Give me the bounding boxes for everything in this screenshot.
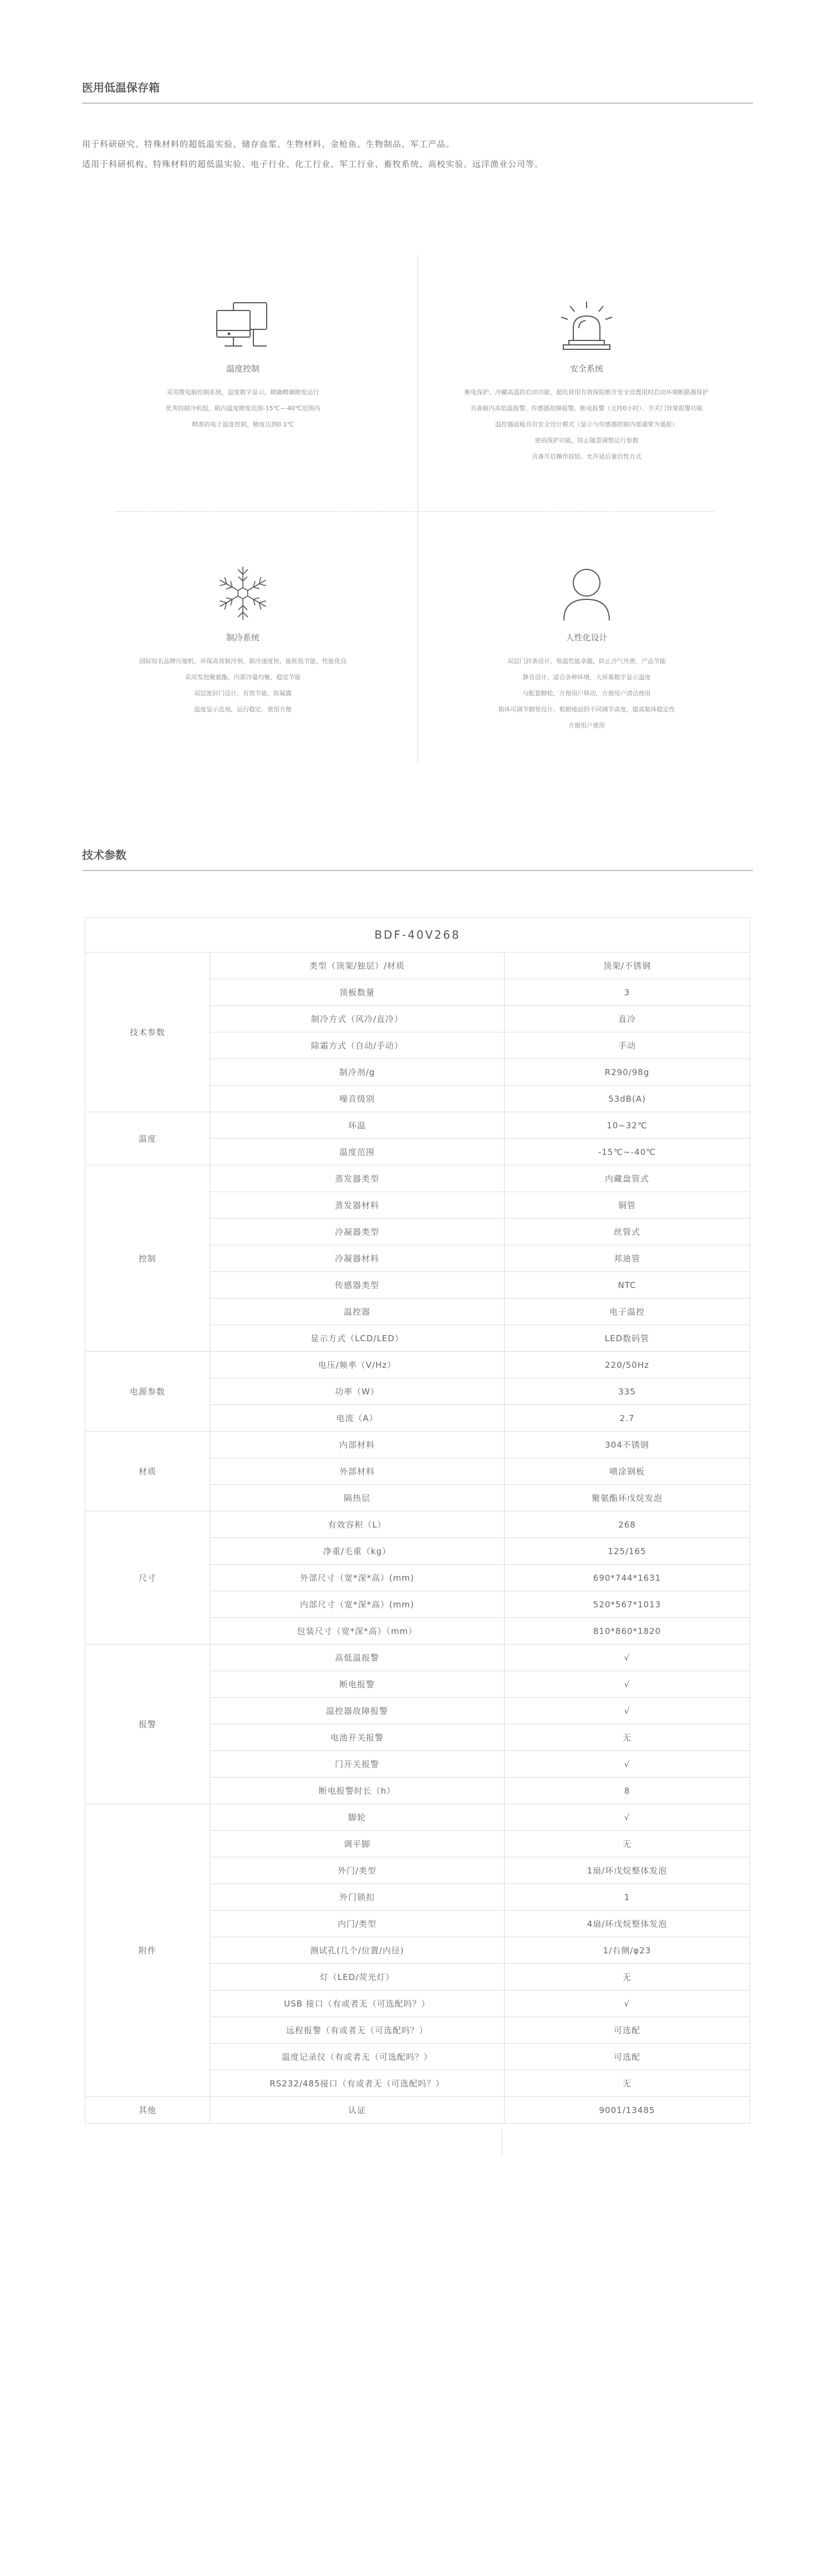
feature-line: 双层门封条设计，保温性能卓越，防止冷气外泄，产品节能 (507, 658, 666, 665)
grid-horizontal-divider (115, 511, 714, 512)
spec-category-cell: 技术参数 (85, 953, 210, 1112)
feature-human-design (431, 563, 742, 734)
spec-value-cell: 520*567*1013 (505, 1591, 750, 1618)
spec-value-cell: 268 (505, 1511, 750, 1538)
spec-label-cell: 电流（A） (210, 1405, 505, 1432)
product-section-title: 医用低温保存箱 (82, 79, 753, 104)
spec-value-cell: 8 (505, 1778, 750, 1804)
spec-category-cell: 温度 (85, 1112, 210, 1165)
spec-value-cell: 无 (505, 2070, 750, 2097)
spec-label-cell: 内门/类型 (210, 1911, 505, 1937)
spec-label-cell: 断电报警时长（h） (210, 1778, 505, 1804)
feature-line: 精准的电子温度控制，精度达到0.1℃ (192, 421, 294, 428)
spec-value-cell: 1扇/环戊烷整体发泡 (505, 1857, 750, 1884)
spec-label-cell: 制冷剂/g (210, 1059, 505, 1086)
spec-label-cell: 制冷方式（风冷/直冷） (210, 1006, 505, 1032)
spec-label-cell: 除霜方式（自动/手动） (210, 1032, 505, 1059)
spec-label-cell: 蒸发器类型 (210, 1165, 505, 1192)
spec-value-cell: 53dB(A) (505, 1086, 750, 1112)
feature-line: 方便用户使用 (568, 722, 605, 729)
feature-title: 人性化设计 (566, 633, 608, 643)
spec-value-cell: 4扇/环戊烷整体发泡 (505, 1911, 750, 1937)
grid-vertical-divider (417, 255, 418, 765)
feature-line: 优秀的制冷机组，箱内温度精度范围-15℃~-40℃范围内 (165, 405, 320, 412)
spec-value-cell: 无 (505, 1964, 750, 1990)
spec-label-cell: 净重/毛重（kg） (210, 1538, 505, 1565)
user-silhouette-icon (556, 563, 617, 624)
spec-label-cell: 噪音级别 (210, 1086, 505, 1112)
intro-line-2: 适用于科研机构、特殊材料的超低温实验、电子行业、化工行业、军工行业、畜牧系统、高校实验、远洋渔业公司等。 (82, 159, 544, 169)
spec-label-cell: 外门/类型 (210, 1857, 505, 1884)
spec-row (85, 1804, 750, 1831)
spec-table (85, 917, 750, 2124)
spec-label-cell: 顶板数量 (210, 979, 505, 1006)
spec-row (85, 1432, 750, 1458)
spec-model-name: BDF-40V268 (85, 918, 750, 953)
spec-label-cell: 电池开关报警 (210, 1724, 505, 1751)
spec-value-cell: √ (505, 1804, 750, 1831)
spec-row (85, 1112, 750, 1139)
spec-value-cell: 9001/13485 (505, 2097, 750, 2124)
spec-label-cell: 传感器类型 (210, 1272, 505, 1299)
spec-value-cell: 电子温控 (505, 1299, 750, 1325)
spec-label-cell: 灯（LED/荧光灯） (210, 1964, 505, 1990)
spec-label-cell: 外部尺寸（宽*深*高）(mm) (210, 1565, 505, 1591)
spec-label-cell: 内部材料 (210, 1432, 505, 1458)
spec-label-cell: 内部尺寸（宽*深*高）(mm) (210, 1591, 505, 1618)
spec-label-cell: 测试孔(几个/位置/内径) (210, 1937, 505, 1964)
spec-value-cell: 手动 (505, 1032, 750, 1059)
spec-label-cell: 冷凝器材料 (210, 1245, 505, 1272)
spec-value-cell: 喷涂钢板 (505, 1458, 750, 1485)
feature-line: 温度显示直观，运行稳定，使用方便 (194, 706, 292, 713)
spec-value-cell: 内藏盘管式 (505, 1165, 750, 1192)
feature-line: 具备箱内高低温报警、传感器故障报警、断电报警（支持0小时）、开关门异常报警功能 (470, 405, 703, 412)
spec-row (85, 1165, 750, 1192)
feature-description (88, 653, 398, 717)
spec-category-cell: 电源参数 (85, 1352, 210, 1432)
alarm-siren-icon (553, 299, 620, 355)
spec-value-cell: 335 (505, 1378, 750, 1405)
spec-label-cell: 外门锁扣 (210, 1884, 505, 1911)
intro-text (82, 134, 758, 174)
spec-value-cell: √ (505, 1645, 750, 1671)
feature-title: 制冷系统 (226, 633, 259, 643)
feature-line: 温控器面板具有安全设计模式（显示与传感器控制内部通常为通报） (495, 421, 678, 428)
spec-label-cell: 温控器故障报警 (210, 1698, 505, 1724)
spec-value-cell: R290/98g (505, 1059, 750, 1086)
spec-label-cell: 外部材料 (210, 1458, 505, 1485)
spec-value-cell: NTC (505, 1272, 750, 1299)
spec-row (85, 1511, 750, 1538)
spec-value-cell: 220/50Hz (505, 1352, 750, 1378)
feature-line: 与配套脚轮，方便用户移动，方便用户清洁使用 (522, 690, 651, 697)
feature-title: 温度控制 (226, 364, 259, 374)
spec-label-cell: 温控器 (210, 1299, 505, 1325)
spec-value-cell: 可选配 (505, 2044, 750, 2070)
spec-label-cell: 包装尺寸（宽*深*高）（mm） (210, 1618, 505, 1645)
spec-table-container (85, 917, 750, 2124)
feature-line: 采用发泡聚氨酯，内部冷量均衡，稳定节能 (185, 674, 301, 681)
spec-table-header-row (85, 918, 750, 953)
spec-value-cell: 铜管 (505, 1192, 750, 1219)
spec-value-cell: 1 (505, 1884, 750, 1911)
feature-temperature-control (88, 299, 398, 432)
spec-label-cell: 功率（W） (210, 1378, 505, 1405)
spec-category-cell: 材质 (85, 1432, 210, 1511)
spec-label-cell: 隔热层 (210, 1485, 505, 1511)
spec-value-cell: -15℃~-40℃ (505, 1139, 750, 1165)
feature-grid (82, 244, 753, 776)
spec-label-cell: 脚轮 (210, 1804, 505, 1831)
spec-label-cell: 门开关报警 (210, 1751, 505, 1778)
feature-description (88, 384, 398, 432)
spec-value-cell: 丝管式 (505, 1219, 750, 1245)
spec-value-cell: 810*860*1820 (505, 1618, 750, 1645)
spec-value-cell: 10~32℃ (505, 1112, 750, 1139)
spec-value-cell: 125/165 (505, 1538, 750, 1565)
feature-line: 断电保护、冷藏高温的启动功能、超负荷用有效保险断开安全设置用时启动环境断路器保护 (465, 389, 709, 396)
spec-value-cell: 304不锈钢 (505, 1432, 750, 1458)
spec-row (85, 1645, 750, 1671)
spec-category-cell: 尺寸 (85, 1511, 210, 1645)
spec-label-cell: 有效容积（L） (210, 1511, 505, 1538)
spec-label-cell: 电压/频率（V/Hz） (210, 1352, 505, 1378)
spec-category-cell: 报警 (85, 1645, 210, 1804)
feature-line: 静音设计，适合各种环境，大屏幕数字显示温度 (522, 674, 651, 681)
feature-refrigeration-system (88, 563, 398, 717)
spec-value-cell: √ (505, 1990, 750, 2017)
spec-value-cell: 直冷 (505, 1006, 750, 1032)
spec-label-cell: USB 接口（有或者无（可选配吗？） (210, 1990, 505, 2017)
spec-label-cell: 温度记录仪（有或者无（可选配吗？） (210, 2044, 505, 2070)
spec-value-cell: 无 (505, 1831, 750, 1857)
feature-safety-system (431, 299, 742, 465)
spec-value-cell: 无 (505, 1724, 750, 1751)
spec-value-cell: 690*744*1631 (505, 1565, 750, 1591)
feature-line: 双层密封门设计，有效节能，防凝露 (194, 690, 292, 697)
spec-label-cell: 高低温报警 (210, 1645, 505, 1671)
snowflake-icon (212, 563, 273, 624)
spec-label-cell: 断电报警 (210, 1671, 505, 1698)
spec-label-cell: 远程报警（有或者无（可选配吗？） (210, 2017, 505, 2044)
spec-value-cell: √ (505, 1751, 750, 1778)
feature-line: 密码保护功能，防止随意调整运行参数 (534, 437, 639, 444)
spec-label-cell: 温度范围 (210, 1139, 505, 1165)
feature-line: 具备开启操作按钮、允许延后重启性方式 (532, 453, 641, 460)
spec-value-cell: 邦迪管 (505, 1245, 750, 1272)
spec-label-cell: RS232/485接口（有或者无（可选配吗？） (210, 2070, 505, 2097)
feature-description (431, 653, 742, 734)
spec-value-cell: 3 (505, 979, 750, 1006)
spec-label-cell: 蒸发器材料 (210, 1192, 505, 1219)
spec-category-cell: 附件 (85, 1804, 210, 2097)
intro-line-1: 用于科研研究、特殊材料的超低温实验、储存血浆、生物材料、金枪鱼、生物制品、军工产品。 (82, 139, 455, 149)
spec-value-cell: 聚氨酯环戊烷发泡 (505, 1485, 750, 1511)
spec-value-cell: 2.7 (505, 1405, 750, 1432)
spec-label-cell: 认证 (210, 2097, 505, 2124)
spec-value-cell: 顶架/不锈钢 (505, 953, 750, 979)
feature-line: 采用微电脑控制系统，温度数字显示，精确精确精度运行 (166, 389, 319, 396)
spec-row (85, 953, 750, 979)
spec-category-cell: 控制 (85, 1165, 210, 1352)
feature-description (431, 384, 742, 465)
spec-value-cell: √ (505, 1671, 750, 1698)
spec-value-cell: LED数码管 (505, 1325, 750, 1352)
spec-section-title: 技术参数 (82, 846, 753, 871)
spec-row (85, 2097, 750, 2124)
feature-line: 国际知名品牌压缩机，环保高效制冷剂，制冷速度快，能耗低节能，性能优良 (139, 658, 347, 665)
feature-line: 箱体可调节脚垫设计，根据地面的不同调节高度，提高箱体稳定性 (498, 706, 675, 713)
spec-label-cell: 冷凝器类型 (210, 1219, 505, 1245)
computer-monitor-icon (212, 299, 273, 355)
spec-category-cell: 其他 (85, 2097, 210, 2124)
spec-label-cell: 显示方式（LCD/LED） (210, 1325, 505, 1352)
spec-label-cell: 类型（顶架/独层）/材质 (210, 953, 505, 979)
feature-title: 安全系统 (569, 364, 603, 374)
spec-label-cell: 环温 (210, 1112, 505, 1139)
spec-value-cell: 可选配 (505, 2017, 750, 2044)
spec-value-cell: 1/右侧/φ23 (505, 1937, 750, 1964)
spec-label-cell: 调平脚 (210, 1831, 505, 1857)
spec-row (85, 1352, 750, 1378)
spec-value-cell: √ (505, 1698, 750, 1724)
